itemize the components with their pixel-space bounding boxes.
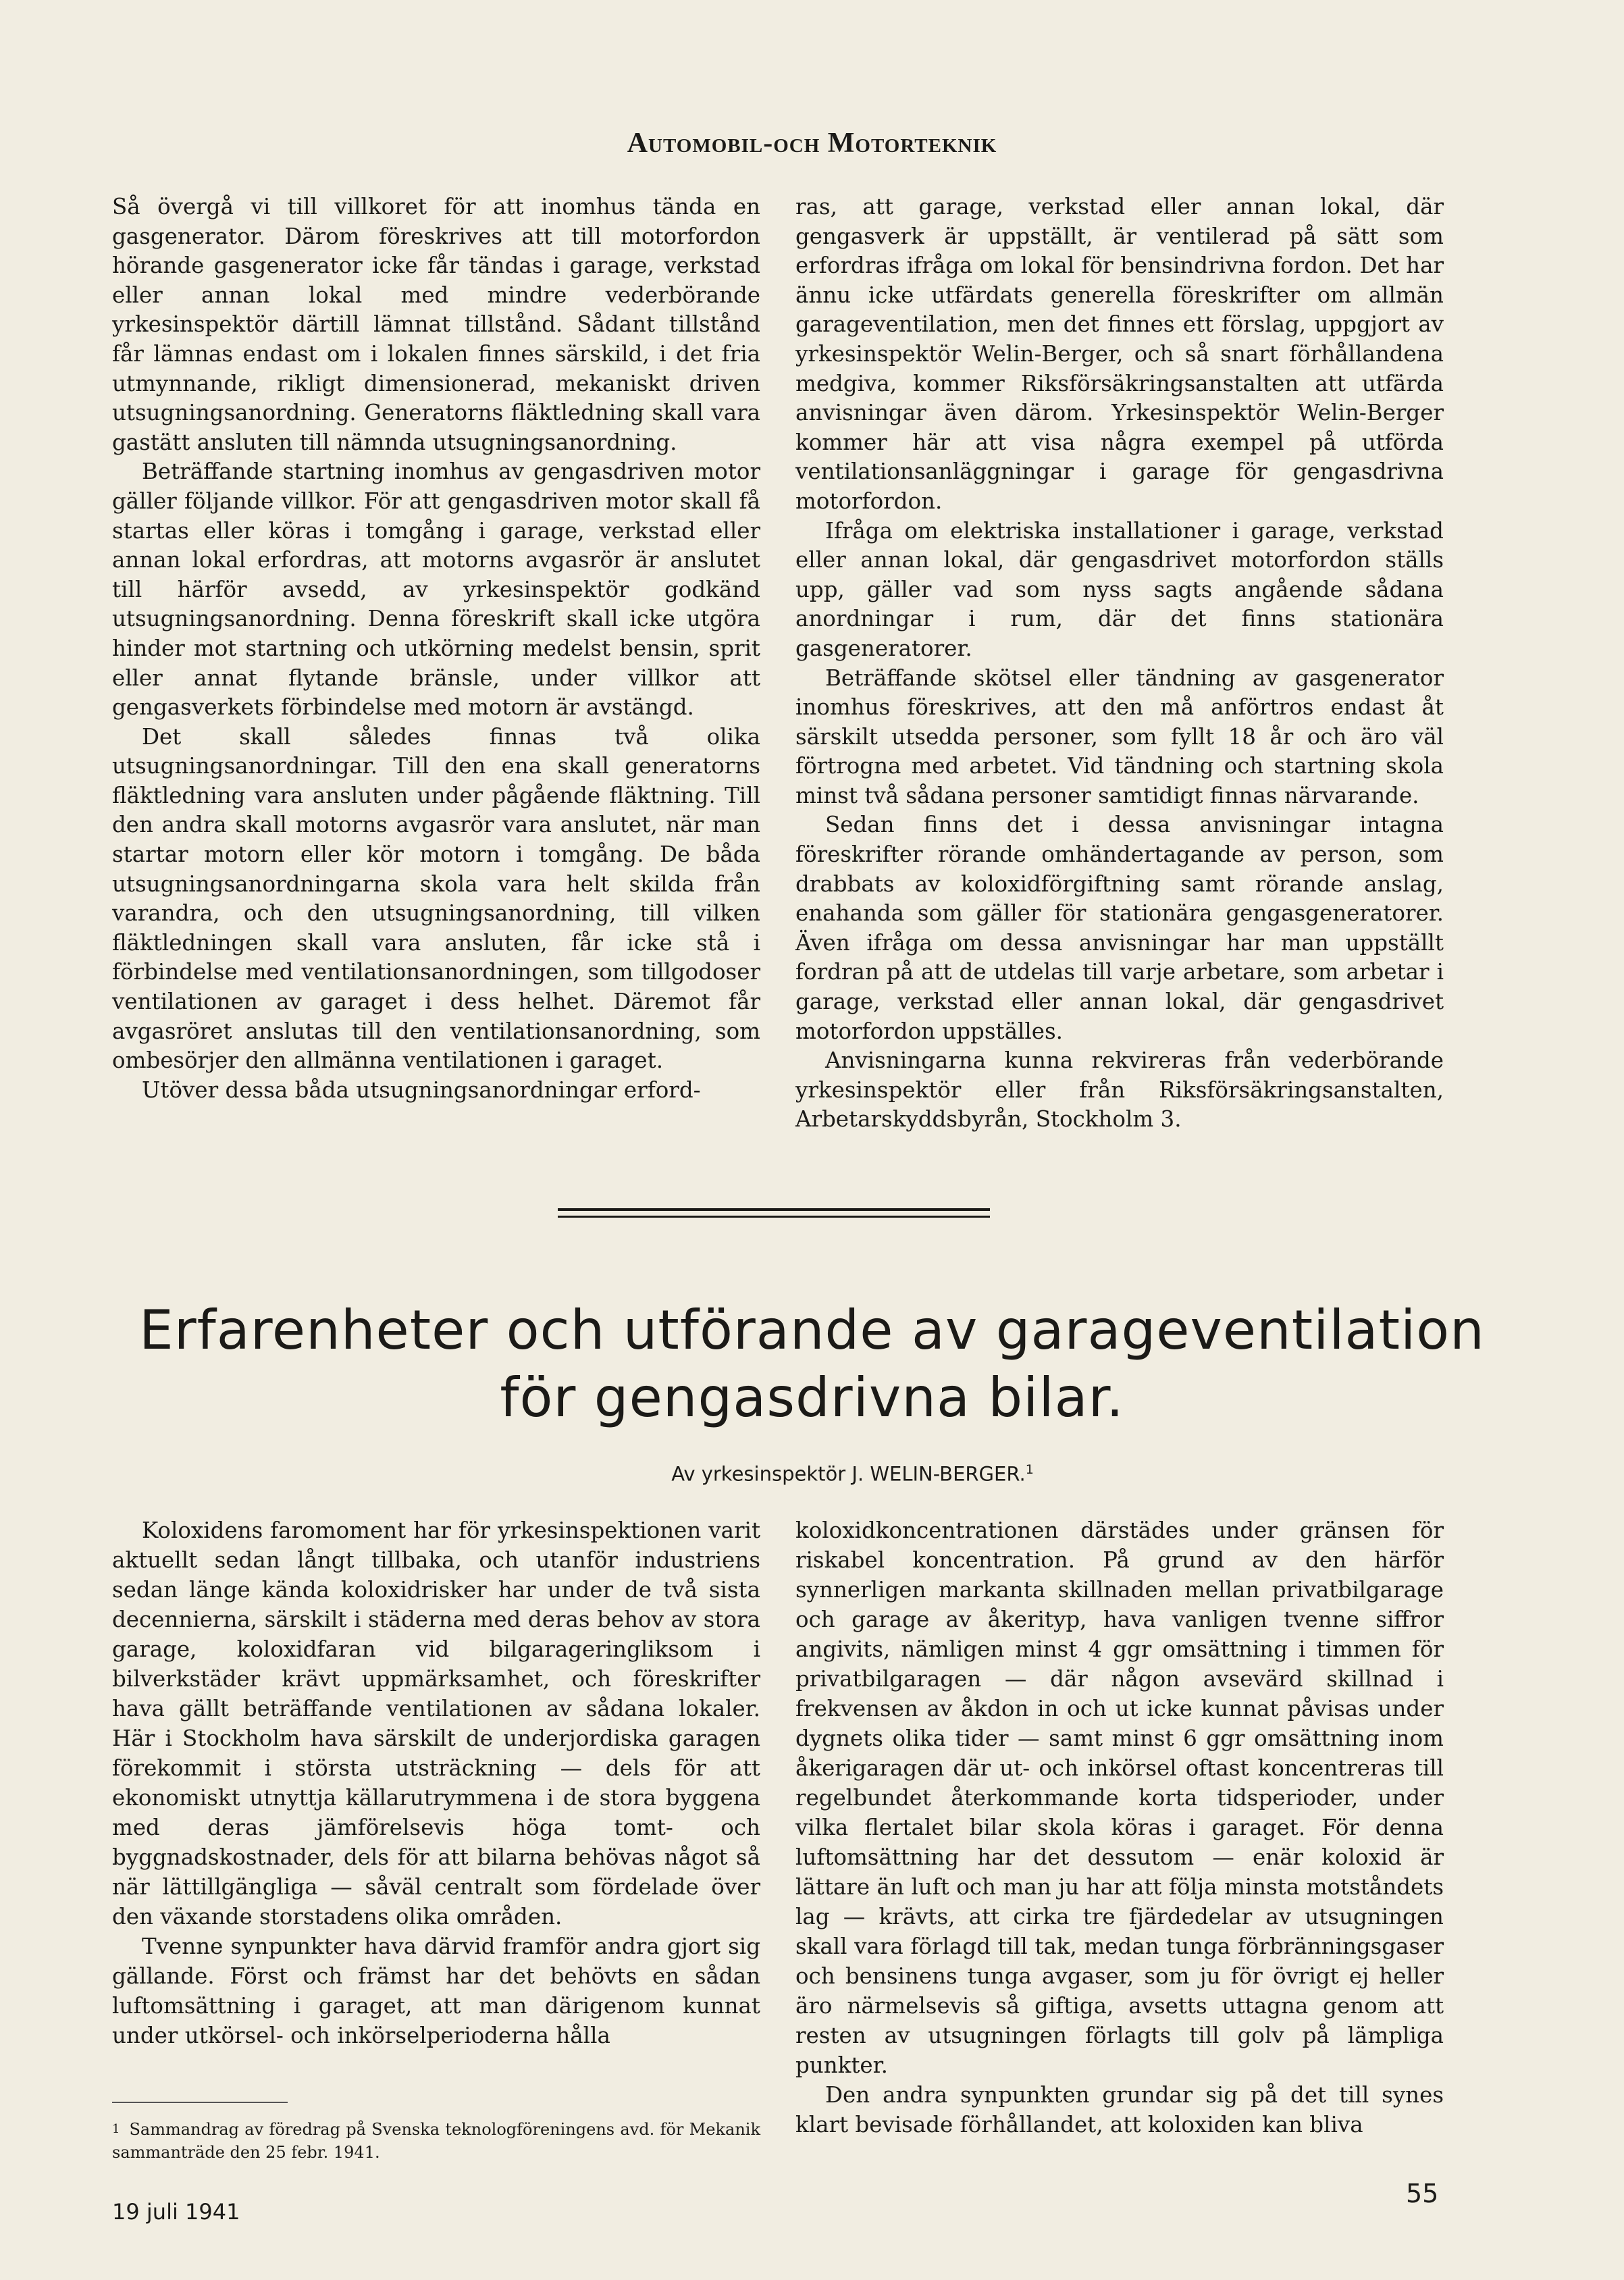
- article-title: [0, 1297, 1624, 1432]
- paragraph: Den andra synpunkten grundar sig på det till synes klart bevisade förhållandet, att koloxiden kan bliva: [795, 2082, 1444, 2138]
- byline: [0, 1462, 1624, 1486]
- running-head: Automobil-och Motorteknik: [627, 128, 997, 159]
- paragraph: Det skall således finnas två olika utsugningsanordningar. Till den ena skall generatorns fläktledning vara ansluten under pågående fläktning. Till den andra skall motorns avgasrör vara anslutet, när man startar motorn eller kör motorn i tomgång. De båda utsugningsanordningarna skola vara helt skilda från varandra, och den utsugningsanordning, till vilken fläktledningen skall vara ansluten, får icke stå i förbindelse med ventilationsanordningen, som tillgodoser ventilationen av garaget i dess helhet. Däremot får avgasröret anslutas till den ventilationsanordning, som ombesörjer den allmänna ventilationen i garaget.: [112, 723, 760, 1074]
- footnote-mark: 1: [112, 2122, 120, 2136]
- footnote-text: Sammandrag av föredrag på Svenska teknologföreningens avd. för Mekanik sammanträde den 25 febr. 1941.: [112, 2120, 760, 2162]
- paragraph: ras, att garage, verkstad eller annan lokal, där gengasverk är uppställt, är ventilerad på sätt som erfordras ifråga om lokal för bensindrivna fordon. Det har ännu icke utfärdats generella föreskrifter om allmän garageventilation, men det finnes ett förslag, uppgjort av yrkesinspektör Welin-Berger, och så snart förhållandena medgiva, kommer Riksförsäkringsanstalten att utfärda anvisningar även därom. Yrkesinspektör Welin-Berger kommer här att visa några exempel på utförda ventilationsanläggningar i garage för gengasdrivna motorfordon.: [795, 194, 1444, 514]
- byline-text: Av yrkesinspektör J. WELIN-BERGER.: [671, 1462, 1026, 1486]
- footnote-divider: [112, 2102, 288, 2103]
- paragraph: koloxidkoncentrationen därstädes under gränsen för riskabel koncentration. På grund av den härför synnerligen markanta skillnaden mellan privatbilgarage och garage av åkerityp, hava vanligen tvenne siffror angivits, nämligen minst 4 ggr omsättning i timmen för privatbilgaragen — där någon avsevärd skillnad i frekvensen av åkdon in och ut icke kunnat påvisas under dygnets olika tider — samt minst 6 ggr omsättning inom åkerigaragen där ut- och inkörsel oftast koncentreras till regelbundet återkommande korta tidsperioder, under vilka flertalet bilar skola köras i garaget. För denna luftomsättning har det dessutom — enär koloxid är lättare än luft och man ju har att följa minsta motståndets lag — krävts, att cirka tre fjärdedelar av utsugningen skall vara förlagd till tak, medan tunga förbränningsgaser och bensinens tunga avgaser, som ju för övrigt ej heller äro närmelsevis så giftiga, avsetts uttagna genom att resten av utsugningen förlagts till golv på lämpliga punkter.: [795, 1518, 1444, 2078]
- article-title-line: för gengasdrivna bilar.: [500, 1366, 1124, 1429]
- paragraph: Ifråga om elektriska installationer i garage, verkstad eller annan lokal, där gengasdrivet motorfordon ställs upp, gäller vad som nyss sagts angående sådana anordningar i rum, där det finns stationära gasgeneratorer.: [795, 517, 1444, 661]
- paragraph: Beträffande skötsel eller tändning av gasgenerator inomhus föreskrives, att den må anförtros endast åt särskilt utsedda personer, som fyllt 18 år och äro väl förtrogna med arbetet. Vid tändning och startning skola minst två sådana personer samtidigt finnas närvarande.: [795, 665, 1444, 808]
- article-title-line: Erfarenheter och utförande av garageventilation: [139, 1299, 1485, 1362]
- paragraph: Utöver dessa båda utsugningsanordningar erford-: [142, 1077, 701, 1103]
- footnote: [112, 2118, 760, 2164]
- top-right-column: [795, 192, 1444, 1135]
- top-left-column: [112, 192, 760, 1105]
- bottom-right-column: [795, 1515, 1444, 2140]
- paragraph: Beträffande startning inomhus av gengasdriven motor gäller följande villkor. För att gengasdriven motor skall få startas eller köras i tomgång i garage, verkstad eller annan lokal erfordras, att motorns avgasrör är anslutet till härför avsedd, av yrkesinspektör godkänd utsugningsanordning. Denna föreskrift skall icke utgöra hinder mot startning och utkörning medelst bensin, sprit eller annat flytande bränsle, under villkor att gengasverkets förbindelse med motorn är avstängd.: [112, 459, 760, 721]
- issue-date: 19 juli 1941: [112, 2199, 240, 2225]
- paragraph: Tvenne synpunkter hava därvid framför andra gjort sig gällande. Först och främst har det behövts en sådan luftomsättning i garaget, att man därigenom kunnat under utkörsel- och inkörselperioderna hålla: [112, 1934, 760, 2048]
- paragraph: Sedan finns det i dessa anvisningar intagna föreskrifter rörande omhändertagande av person, som drabbats av koloxidförgiftning samt rörande anslag, enahanda som gäller för stationära gengasgeneratorer. Även ifråga om dessa anvisningar har man uppställt fordran på att de utdelas till varje arbetare, som arbetar i garage, verkstad eller annan lokal, där gengasdrivet motorfordon uppställes.: [795, 812, 1444, 1044]
- bottom-left-column: [112, 1515, 760, 2050]
- page-number: 55: [1406, 2179, 1439, 2208]
- section-divider: [558, 1208, 990, 1218]
- paragraph: Anvisningarna kunna rekvireras från vederbörande yrkesinspektör eller från Riksförsäkringsanstalten, Arbetarskyddsbyrån, Stockholm 3.: [795, 1047, 1444, 1133]
- paragraph: Koloxidens faromoment har för yrkesinspektionen varit aktuellt sedan långt tillbaka, och utanför industriens sedan länge kända koloxidrisker har under de två sista decennierna, särskilt i städerna med deras behov av stora garage, koloxidfaran vid bilgarageringliksom i bilverkstäder krävt uppmärksamhet, och föreskrifter hava gällt beträffande ventilationen av sådana lokaler. Här i Stockholm hava särskilt de underjordiska garagen förekommit i största utsträckning — dels för att ekonomiskt utnyttja källarutrymmena i de stora byggena med deras jämförelsevis höga tomt- och byggnadskostnader, dels för att bilarna behövas något så när lättillgängliga — såväl centralt som fördelade över den växande storstadens olika områden.: [112, 1518, 760, 1929]
- paragraph: Så övergå vi till villkoret för att inomhus tända en gasgenerator. Därom föreskrives att till motorfordon hörande gasgenerator icke får tändas i garage, verkstad eller annan lokal med mindre vederbörande yrkesinspektör därtill lämnat tillstånd. Sådant tillstånd får lämnas endast om i lokalen finnes särskild, i det fria utmynnande, rikligt dimensionerad, mekaniskt driven utsugningsanordning. Generatorns fläktledning skall vara gastätt ansluten till nämnda utsugningsanordning.: [112, 194, 760, 455]
- footnote-reference: 1: [1025, 1462, 1034, 1477]
